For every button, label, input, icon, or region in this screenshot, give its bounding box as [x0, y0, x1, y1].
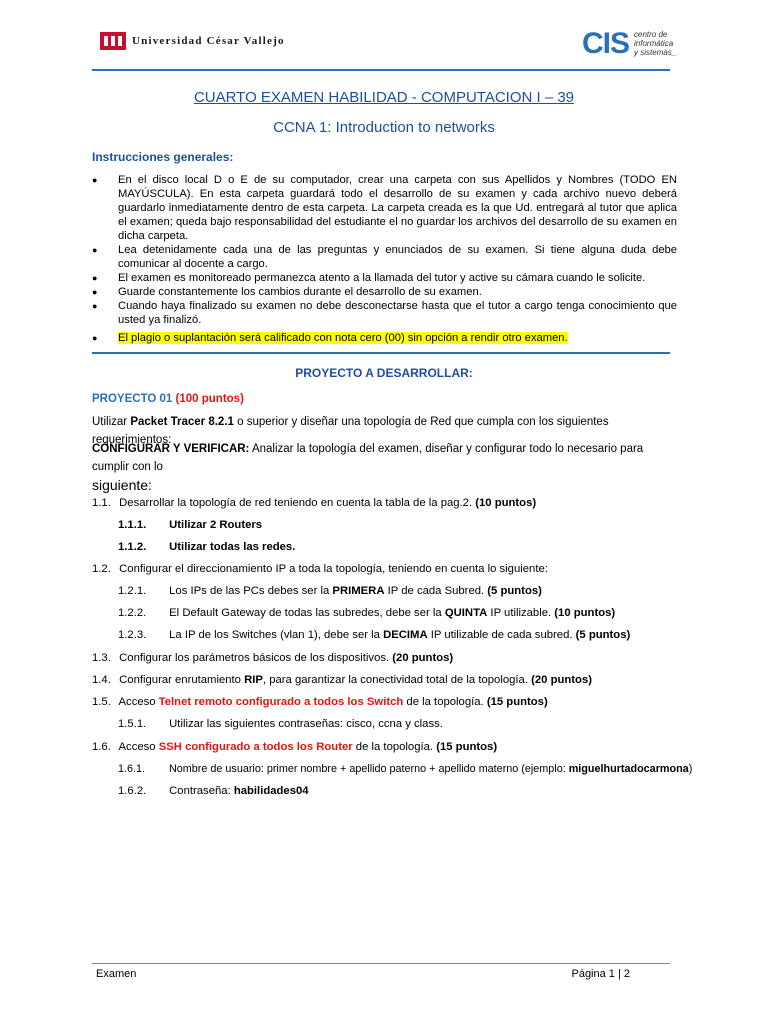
project-points: (100 puntos): [175, 393, 244, 405]
item-points: (5 puntos): [487, 585, 542, 597]
item-text: de la topología.: [403, 696, 487, 708]
requirement-1-1-1: [118, 519, 262, 531]
intro-text: Utilizar: [92, 416, 131, 428]
item-text: Utilizar todas las redes.: [169, 541, 296, 553]
cis-logo: [582, 27, 677, 60]
item-text: Configurar el direccionamiento IP a toda la topología, teniendo en cuenta lo siguiente:: [119, 563, 548, 575]
instructions-list: [92, 173, 677, 345]
instruction-item: ● Guarde constantemente los cambios durante el desarrollo de su examen.: [92, 285, 677, 299]
item-text: IP utilizable.: [487, 607, 555, 619]
page-header: [0, 0, 768, 72]
requirement-1-1-2: [118, 541, 295, 553]
item-text: Acceso: [118, 696, 159, 708]
item-number: 1.6.2.: [118, 785, 147, 797]
exam-subtitle: CCNA 1: Introduction to networks: [273, 119, 495, 136]
item-number: 1.4.: [92, 674, 111, 686]
item-text: Desarrollar la topología de red teniendo en cuenta la tabla de la pag.2.: [119, 497, 476, 509]
item-number: 1.6.1.: [118, 763, 146, 775]
instruction-item: ● En el disco local D o E de su computador, crear una carpeta con sus Apellidos y Nombres (TODO EN MAYÚSCULA). En esta carpeta guardará todo el desarrollo de su examen y cada archivo nuevo deberá guardarlo inmediatamente dentro de esta carpeta. La carpeta creada es la que Ud. entregará al tutor que aplica el examen; queda bajo responsabilidad del estudiante el no guardar los archivos del desarrollo de su examen en dicha carpeta.: [92, 173, 677, 243]
cis-tagline-line: centro de: [634, 30, 668, 39]
requirement-1-6: [92, 741, 497, 753]
item-keyword: RIP: [244, 674, 263, 686]
configure-text-tail: siguiente:: [92, 477, 152, 493]
item-text: Utilizar las siguientes contraseñas: cisco, ccna y class.: [169, 718, 443, 730]
project-number: PROYECTO 01: [92, 393, 173, 405]
requirement-1-2-2: [118, 607, 615, 619]
item-keyword: PRIMERA: [332, 585, 385, 597]
item-points: (15 puntos): [436, 741, 498, 753]
item-number: 1.2.1.: [118, 585, 147, 597]
item-keyword: miguelhurtadocarmona: [568, 763, 689, 775]
requirement-1-3: [92, 652, 453, 664]
project-label: [92, 393, 244, 405]
section-divider: [92, 352, 670, 354]
item-number: 1.6.: [92, 741, 111, 753]
item-text: Utilizar 2 Routers: [169, 519, 263, 531]
cis-tagline-line: informática: [634, 39, 674, 48]
item-keyword: DECIMA: [383, 629, 428, 641]
item-text: Configurar enrutamiento: [119, 674, 245, 686]
requirement-1-2-3: [118, 629, 630, 641]
highlighted-warning: El plagio o suplantación será calificado con nota cero (00) sin opción a rendir otro examen.: [118, 332, 568, 344]
item-number: 1.1.2.: [118, 541, 147, 553]
requirement-1-1: [92, 497, 536, 509]
item-text: Configurar los parámetros básicos de los dispositivos.: [119, 652, 393, 664]
item-points: (10 puntos): [475, 497, 537, 509]
item-number: 1.2.3.: [118, 629, 147, 641]
item-keyword: QUINTA: [444, 607, 488, 619]
ucv-shield-icon: [100, 30, 126, 52]
requirement-1-2: [92, 563, 548, 575]
item-text: Nombre de usuario: primer nombre + apellido paterno + apellido materno (ejemplo:: [169, 763, 569, 775]
requirement-1-2-1: [118, 585, 542, 597]
item-text: Los IPs de las PCs debes ser la: [169, 585, 333, 597]
exam-title: CUARTO EXAMEN HABILIDAD - COMPUTACION I – 39: [193, 89, 575, 106]
item-points: (15 puntos): [486, 696, 548, 708]
item-number: 1.3.: [92, 652, 111, 664]
requirement-1-4: [92, 674, 592, 686]
item-number: 1.5.1.: [118, 718, 147, 730]
item-text: El Default Gateway de todas las subredes, debe ser la: [169, 607, 445, 619]
configure-text: Analizar la topología del examen, diseñar y configurar todo lo necesario para cumplir con lo: [92, 443, 644, 473]
project-heading: PROYECTO A DESARROLLAR:: [295, 366, 473, 380]
instruction-item: ● El examen es monitoreado permanezca atento a la llamada del tutor y active su cámara cuando le solicite.: [92, 271, 677, 285]
requirement-1-6-2: [118, 785, 309, 797]
item-number: 1.1.: [92, 497, 111, 509]
item-text: IP de cada Subred.: [384, 585, 488, 597]
header-divider: [92, 69, 670, 71]
tool-name: Packet Tracer 8.2.1: [130, 416, 234, 428]
item-keyword: Telnet remoto configurado a todos los Switch: [158, 696, 404, 708]
page-number: Página 1 | 2: [571, 968, 630, 980]
item-keyword: habilidades04: [233, 785, 309, 797]
cis-tagline: [634, 30, 676, 57]
instruction-item: ● Cuando haya finalizado su examen no debe desconectarse hasta que el tutor a cargo tenga conocimiento que usted ya finalizó.: [92, 299, 677, 327]
item-points: (20 puntos): [392, 652, 454, 664]
requirement-1-5: [92, 696, 548, 708]
requirement-1-6-1: [118, 763, 692, 775]
item-points: (20 puntos): [531, 674, 593, 686]
instruction-item: ● Lea detenidamente cada una de las preguntas y enunciados de su examen. Si tiene alguna duda debe comunicar al docente a cargo.: [92, 243, 677, 271]
item-number: 1.2.2.: [118, 607, 147, 619]
item-text: La IP de los Switches (vlan 1), debe ser la: [169, 629, 384, 641]
footer-divider: [92, 963, 670, 964]
instruction-item: [92, 331, 677, 345]
footer-label: Examen: [96, 968, 137, 980]
configure-label: CONFIGURAR Y VERIFICAR:: [92, 443, 250, 455]
cis-tagline-line: y sistemas_: [634, 48, 677, 57]
item-keyword: SSH configurado a todos los Router: [158, 741, 353, 753]
item-text: Acceso: [118, 741, 159, 753]
intro-text: o superior y diseñar una topología de Red que cumpla con los siguientes requerimientos:: [92, 416, 609, 446]
item-number: 1.1.1.: [118, 519, 147, 531]
item-text: , para garantizar la conectividad total de la topología.: [262, 674, 532, 686]
item-text: de la topología.: [352, 741, 437, 753]
item-points: (5 puntos): [575, 629, 631, 641]
item-number: 1.2.: [92, 563, 111, 575]
cis-mark: CIS: [582, 27, 630, 60]
requirement-1-5-1: [118, 718, 443, 730]
configure-verify: [92, 440, 672, 496]
item-text: IP utilizable de cada subred.: [427, 629, 576, 641]
ucv-logo: [100, 30, 285, 52]
item-number: 1.5.: [92, 696, 111, 708]
item-text: ): [688, 763, 693, 775]
item-text: Contraseña:: [169, 785, 234, 797]
instructions-heading: Instrucciones generales:: [92, 150, 234, 164]
item-points: (10 puntos): [554, 607, 616, 619]
university-name: Universidad César Vallejo: [132, 35, 285, 47]
